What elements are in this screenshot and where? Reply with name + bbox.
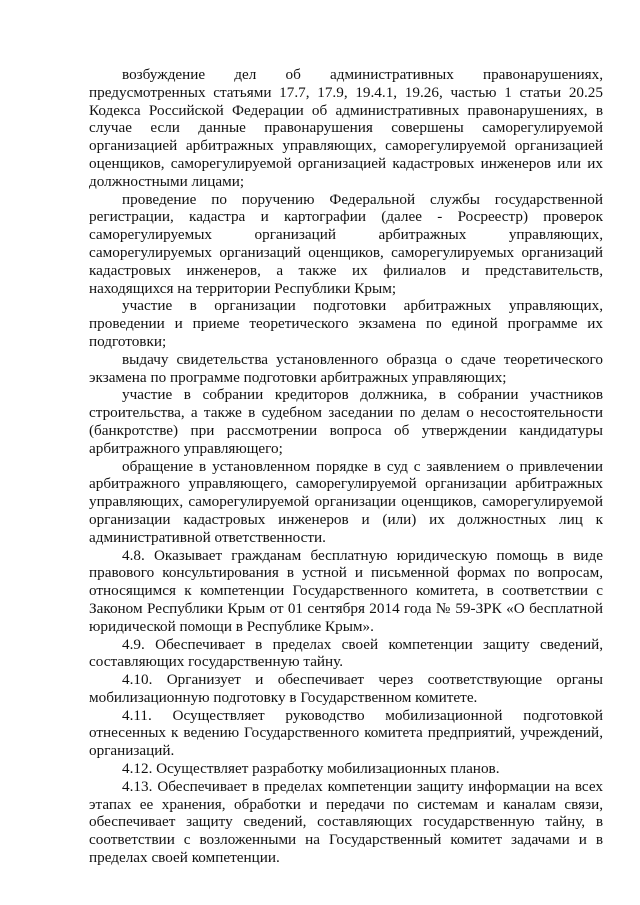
paragraph-initiation-of-cases: возбуждение дел об административных правонарушениях, предусмотренных статьями 17.7, 17.9, 19.4.1, 19.26, частью 1 статьи 20.25 Кодекса Российской Федерации об административных правонарушениях, в случае если данные правонарушения совершены саморегулируемой организацией арбитражных управляющих, саморегулируемой организацией оценщиков, саморегулируемой организацией кадастровых инженеров или их должностными лицами; xyxy=(89,66,603,190)
paragraph-creditors-meeting: участие в собрании кредиторов должника, в собрании участников строительства, а также в судебном заседании по делам о несостоятельности (банкротстве) при рассмотрении вопроса об утверждении кандидатуры арбитражного управляющего; xyxy=(89,386,603,457)
document-page xyxy=(89,66,603,867)
paragraph-certificate-issuance: выдачу свидетельства установленного образца о сдаче теоретического экзамена по программе подготовки арбитражных управляющих; xyxy=(89,350,603,386)
paragraph-4-8-legal-aid: 4.8. Оказывает гражданам бесплатную юридическую помощь в виде правового консультирования в устной и письменной формах по вопросам, относящимся к компетенции Государственного комитета, в соответствии с Законом Республики Крым от 01 сентября 2014 года № 59-ЗРК «О бесплатной юридической помощи в Республике Крым». xyxy=(89,546,603,635)
paragraph-training-participation: участие в организации подготовки арбитражных управляющих, проведении и приеме теоретического экзамена по единой программе их подготовки; xyxy=(89,297,603,350)
paragraph-4-10-mobilization: 4.10. Организует и обеспечивает через соответствующие органы мобилизационную подготовку в Государственном комитете. xyxy=(89,671,603,706)
paragraph-court-appeal: обращение в установленном порядке в суд с заявлением о привлечении арбитражного управляющего, саморегулируемой организации арбитражных управляющих, саморегулируемой организации оценщиков, саморегулируемой организации кадастровых инженеров и (или) их должностных лиц к административной ответственности. xyxy=(89,457,603,546)
paragraph-4-13-information-protection: 4.13. Обеспечивает в пределах компетенции защиту информации на всех этапах ее хранения, обработки и передачи по системам и каналам связи, обеспечивает защиту сведений, составляющих государственную тайну, в соответствии с возложенными на Государственный комитет задачами и в пределах своей компетенции. xyxy=(89,777,603,867)
paragraph-4-12-mobilization-plans: 4.12. Осуществляет разработку мобилизационных планов. xyxy=(122,760,500,778)
paragraph-4-11-mobilization-management: 4.11. Осуществляет руководство мобилизационной подготовкой отнесенных к ведению Государственного комитета предприятий, учреждений, организаций. xyxy=(89,706,603,760)
paragraph-4-9-secrecy: 4.9. Обеспечивает в пределах своей компетенции защиту сведений, составляющих государственную тайну. xyxy=(89,635,603,671)
paragraph-inspections: проведение по поручению Федеральной службы государственной регистрации, кадастра и картографии (далее - Росреестр) проверок саморегулируемых организаций арбитражных управляющих, саморегулируемых организаций оценщиков, саморегулируемых организаций кадастровых инженеров, а также их филиалов и представительств, находящихся на территории Республики Крым; xyxy=(89,190,603,297)
